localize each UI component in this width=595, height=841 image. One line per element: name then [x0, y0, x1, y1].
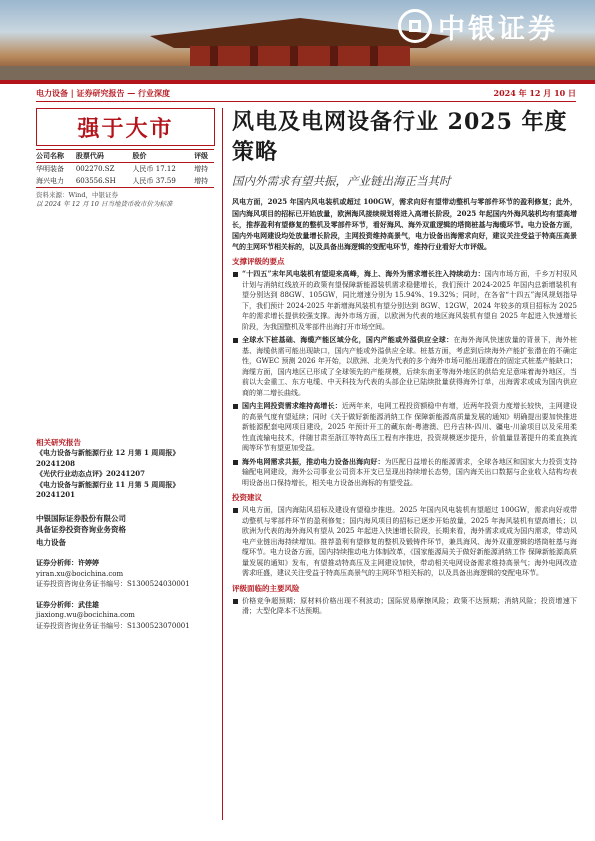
- stock-code: 002270.SZ: [75, 165, 115, 173]
- report-date: 2024 年 12 月 10 日: [493, 87, 576, 98]
- analyst-cert: 证券投资咨询业务证书编号：S1300524030001: [36, 580, 190, 589]
- org-name: 中银国际证券股份有限公司: [36, 513, 126, 523]
- stock-table: [36, 149, 214, 188]
- list-item: 海外电网需求共振，推动电力设备出海向好：为匹配日益增长的能源需求，全球各地区和国家大力投资支持输配电网建设，海外公司事业公司资本开支已呈现出持续增长态势，国内海关出口数据与企业收入结构均表明设备出口保持增长，相关电力设备出海标的有望受益。: [232, 457, 577, 489]
- analyst-email[interactable]: yiran.xu@bocichina.com: [36, 569, 124, 578]
- column-divider: [222, 108, 223, 820]
- section-rating-points: 支撑评级的要点: [232, 257, 285, 267]
- analyst-name: 武佳雄: [78, 599, 99, 609]
- company-name: 海兴电力: [36, 177, 64, 185]
- table-note: 以 2024 年 12 月 10 日当地货币收市价为标准: [36, 200, 173, 209]
- list-item: 风电方面，国内海陆风招标及建设有望稳步推进。2025 年国内风电装机有望超过 100GW，需求向好或带动整机与零部件环节的盈利修复；国内海风项目的招标已逐步开始放量，2025 年海风装机有望高增长；以欧洲为代表的海外海风有望从 2025 年起进入快速增长阶段，长期来看，海外需求或成为国内需求，带动风电产业链出海持续增加。推荐盈利有望修复的整机及锻铸件环节，兼具海风、海外双重逻辑的塔筒桩基与海缆环节。电力设备方面，国内持续推动电力体制改革，《国家能源局关于做好新能源消纳工作 保障新能源高质量发展的通知》发布，有望推动特高压及主网建设加快，带动相关电网设备需求维持高景气；海外电网改造需求旺盛，建议关注受益于特高压高景气的主网环节相关标的，以及具备出海逻辑的变配电环节。: [232, 505, 577, 579]
- palace-hall: [190, 46, 410, 68]
- table-source: 资料来源：Wind，中银证券: [36, 191, 118, 199]
- analyst-role: 证券分析师：: [36, 599, 78, 609]
- stock-price: 人民币 37.59: [132, 177, 176, 185]
- stock-rating: 增持: [194, 177, 209, 185]
- col-code: 股票代码: [76, 150, 133, 163]
- list-item: 国内主网投资需求维持高增长：近两年来，电网工程投资额稳中有增，近两年投资力度增长较快，主网建设的高景气度有望延续；同时《关于做好新能源消纳工作 保障新能源高质量发展的通知》明确提出要加快推进新能源配套电网项目建设，2025 年预计开工的藏东南-粤港澳、巴丹吉林-四川、疆电-川渝项目以及采用柔性直流输电技术，伴随甘肃至浙江等特高压工程有序推进，投资规模逐步提升，价值量显著提升的柔直换流阀等环节有望更加受益。: [232, 401, 577, 454]
- stock-table-header: [36, 150, 214, 163]
- analyst-role: 证券分析师：: [36, 558, 78, 568]
- report-subheader: [36, 86, 576, 100]
- org-qualification: 具备证券投资咨询业务资格: [36, 524, 126, 534]
- company-name: 华明装备: [36, 165, 64, 173]
- analyst-cert: 证券投资咨询业务证书编号：S1300523070001: [36, 621, 190, 630]
- col-price: 股价: [133, 150, 195, 163]
- list-item: 价格竞争超预期；原材料价格出现不利波动；国际贸易摩擦风险；政策不达预期；消纳风险；投资增速下滑；大型化降本不达预期。: [232, 596, 577, 617]
- report-subtitle: 国内外需求有望共振，产业链出海正当其时: [232, 174, 451, 189]
- stock-price: 人民币 17.12: [132, 165, 176, 173]
- analyst-2: [36, 600, 214, 632]
- industry-rating: 强于大市: [36, 108, 215, 146]
- bank-logo-icon: [398, 9, 432, 43]
- main-content: [232, 108, 577, 620]
- report-category: 电力设备 | 证券研究报告 — 行业深度: [36, 87, 171, 98]
- sector-name: 电力设备: [36, 538, 66, 548]
- related-report-item[interactable]: 《光伏行业动态点评》20241207: [36, 469, 145, 479]
- table-row: [36, 175, 214, 188]
- related-reports-title: 相关研究报告: [36, 438, 81, 448]
- report-title: 风电及电网设备行业 2025 年度策略: [232, 109, 568, 165]
- related-report-item[interactable]: 《电力设备与新能源行业 11 月第 5 周周报》20241201: [36, 479, 180, 500]
- summary-paragraph: 风电方面，2025 年国内风电装机或超过 100GW，需求向好有望带动整机与零部件环节的盈利修复；此外，国内海风项目的招标已开始放量，欧洲海风接续规划将进入高增长阶段，2025 年起国内外海风装机均有望高增长，推荐盈利有望修复的整机及零部件环节，看好海风、海外双重逻辑的塔筒桩基与海缆环节。电力设备方面，国内外电网建设均处放量增长阶段，主网投资维持高景气，电力设备出海需求向好，建议关注受益于特高压高景气的主网环节相关标的，以及具备出海逻辑的变配电环节，维持行业看好大市评级。: [232, 197, 577, 252]
- subheader-rule: [36, 101, 576, 102]
- stock-code: 603556.SH: [75, 177, 116, 185]
- palace-ground: [0, 66, 595, 80]
- left-sidebar: [36, 108, 214, 631]
- analyst-1: [36, 558, 214, 590]
- header-divider: [0, 80, 595, 84]
- brand-logo: [398, 6, 558, 46]
- section-risks: 评级面临的主要风险: [232, 583, 300, 593]
- brand-name: 中银证券: [438, 13, 558, 45]
- header-banner-image: [0, 0, 595, 80]
- list-item: 全球水下桩基础、海缆产能区域分化，国内产能或外溢供应全球：在海外海风快速放量的背景下，海外桩基、海缆供需可能出现缺口，国内产能或外溢供应全球。桩基方面，考虑到后续海外产能扩张潜在的不确定性，GWEC 预测 2026 年开始，以欧洲、北美为代表的多个海外市场可能出现潜在的固定式桩基产能缺口；海缆方面，国内地区已形成了全球领先的产能规模，后续东南亚等海外地区的供给充足意味着海外地区，当前以大金重工、东方电缆、中天科技为代表的头部企业已陆续批量获得海外订单，出海需求或成为国内供应商的第二增长曲线。: [232, 335, 577, 398]
- table-row: [36, 163, 214, 176]
- analyst-email[interactable]: jiaxiong.wu@bocichina.com: [36, 611, 135, 620]
- col-company: 公司名称: [36, 150, 76, 163]
- list-item: “十四五”末年风电装机有望迎来高峰，海上、海外为需求增长注入持续动力：国内市场方面，千乡万村驭风计划与消纳红线放开的政策有望保障新能源装机需求稳健增长，我们预计 2024-2025 年国内总新增装机有望分别达到 88GW、105GW，同比增速分别为 15.94%、19.32%；同时，在各省“十四五”海风规划指导下，我们预计 2024-2025 年新增海风装机有望分别达到 8GW、12GW，2024 年较多的项目招标为 2025 年的需求增长提供较强支撑。海外市场方面，以欧洲为代表的地区海风装机有望自 2025 年起进入快速增长阶段，为我国整机及零部件出海打开市场空间。: [232, 269, 577, 332]
- stock-rating: 增持: [194, 165, 209, 173]
- section-investment-advice: 投资建议: [232, 493, 262, 503]
- col-rating: 评级: [194, 150, 214, 163]
- related-report-item[interactable]: 《电力设备与新能源行业 12 月第 1 周周报》20241208: [36, 448, 180, 468]
- analyst-name: 许婷婷: [78, 558, 99, 568]
